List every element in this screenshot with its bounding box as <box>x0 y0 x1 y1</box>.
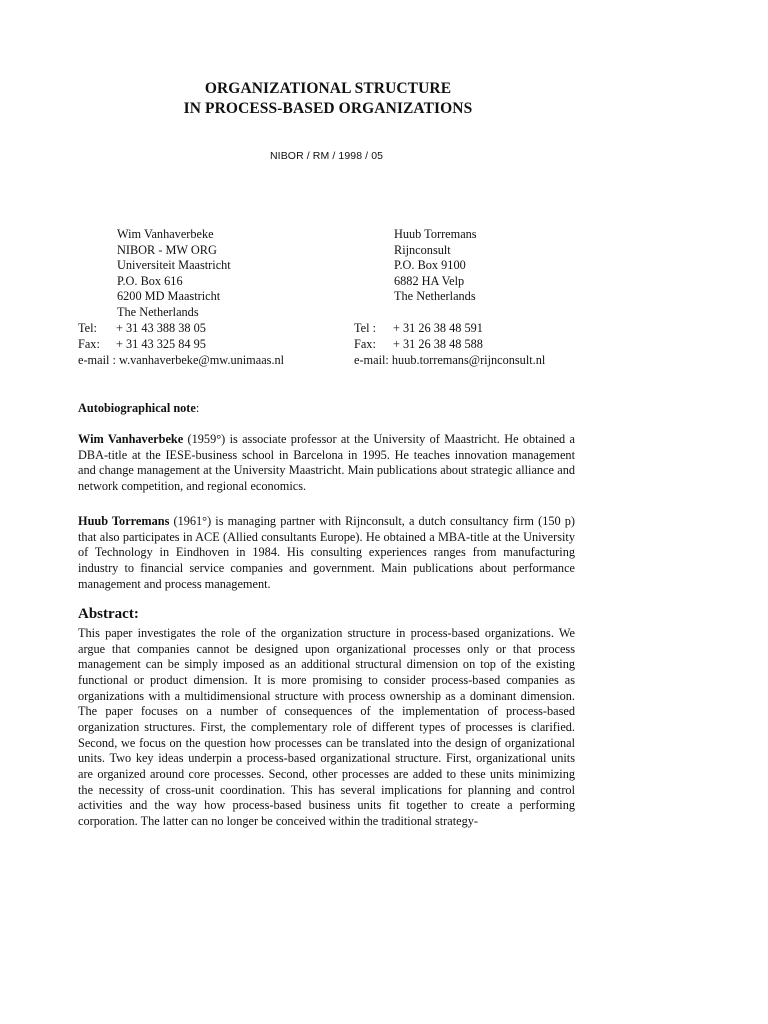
fax-value: + 31 43 325 84 95 <box>116 337 206 351</box>
fax-label: Fax: <box>354 337 376 351</box>
abstract-heading: Abstract: <box>78 606 139 622</box>
title-line-1: ORGANIZATIONAL STRUCTURE <box>204 80 452 97</box>
author-2-name: Huub Torremans <box>394 227 477 241</box>
autobio-heading-text: Autobiographical note <box>78 401 196 415</box>
email-label: e-mail: <box>354 353 389 367</box>
autobio-text-1: (1959°) is associate professor at the University of Maastricht. He obtained a DBA-title at the IESE-business school in Barcelona in 1995. He teaches innovation management and change management at the University Maastricht. Main publications about strategic alliance and network competition, and regional economics. <box>78 432 575 493</box>
report-id: NIBOR / RM / 1998 / 05 <box>270 150 384 162</box>
author-2-address-line: Rijnconsult <box>394 242 451 257</box>
author-1-address-line: P.O. Box 616 <box>117 273 183 288</box>
author-1-email <box>78 353 284 369</box>
tel-label: Tel : <box>354 321 377 335</box>
abstract-paragraph: This paper investigates the role of the organization structure in process-based organizations. We argue that companies cannot be designed upon organizational processes only or that process management can be simply imposed as an additional structural dimension on top of the existing functional or product dimension. It is more promising to consider process-based companies as organizations with a multidimensional structure with process ownership as a dominant dimension. The paper focuses on a number of consequences of the implementation of process-based organization structures. First, the complementary role of different types of processes is clarified. Second, we focus on the question how processes can be translated into the design of organizational units. Two key ideas underpin a process-based organizational structure. First, organizational units are organized around core processes. Second, other processes are added to these units minimizing the necessity of cross-unit coordination. This has several implications for planning and control activities and the way how process-based business units fit together to create a performing corporation. The latter can no longer be conceived within the traditional strategy- <box>78 626 575 828</box>
email-value[interactable]: w.vanhaverbeke@mw.unimaas.nl <box>118 353 285 367</box>
autobio-name-1: Wim Vanhaverbeke <box>78 432 184 446</box>
author-1-name: Wim Vanhaverbeke <box>117 227 214 241</box>
autobio-paragraph-2 <box>78 514 575 592</box>
tel-value: + 31 26 38 48 591 <box>393 321 483 335</box>
autobio-text-2: (1961°) is managing partner with Rijnconsult, a dutch consultancy firm (150 p) that also participates in ACE (Allied consultants Europe). He obtained a MBA-title at the University of Technology in Eindhoven in 1984. His consulting experiences ranges from manufacturing industry to financial service companies and government. Main publications about performance management and process management. <box>78 514 575 591</box>
autobio-heading <box>78 401 199 416</box>
author-1-address <box>117 227 231 321</box>
email-label: e-mail : <box>78 353 116 367</box>
tel-label: Tel: <box>78 321 97 335</box>
author-2-address-line: P.O. Box 9100 <box>394 258 466 273</box>
author-1-address-line: The Netherlands <box>117 304 199 319</box>
author-2-address-line: The Netherlands <box>394 289 476 304</box>
title-line-2: IN PROCESS-BASED ORGANIZATIONS <box>183 100 473 117</box>
email-value[interactable]: huub.torremans@rijnconsult.nl <box>391 353 546 367</box>
tel-value: + 31 43 388 38 05 <box>116 321 206 335</box>
author-1-address-line: Universiteit Maastricht <box>117 258 231 273</box>
autobio-name-2: Huub Torremans <box>78 514 170 528</box>
autobio-paragraph-1 <box>78 432 575 495</box>
author-2-address-line: 6882 HA Velp <box>394 273 465 288</box>
author-2-address <box>394 227 477 305</box>
fax-label: Fax: <box>78 337 100 351</box>
author-1-address-line: 6200 MD Maastricht <box>117 289 221 304</box>
author-2-email <box>354 353 545 369</box>
fax-value: + 31 26 38 48 588 <box>393 337 483 351</box>
author-1-address-line: NIBOR - MW ORG <box>117 242 217 257</box>
autobio-heading-colon: : <box>195 401 200 415</box>
